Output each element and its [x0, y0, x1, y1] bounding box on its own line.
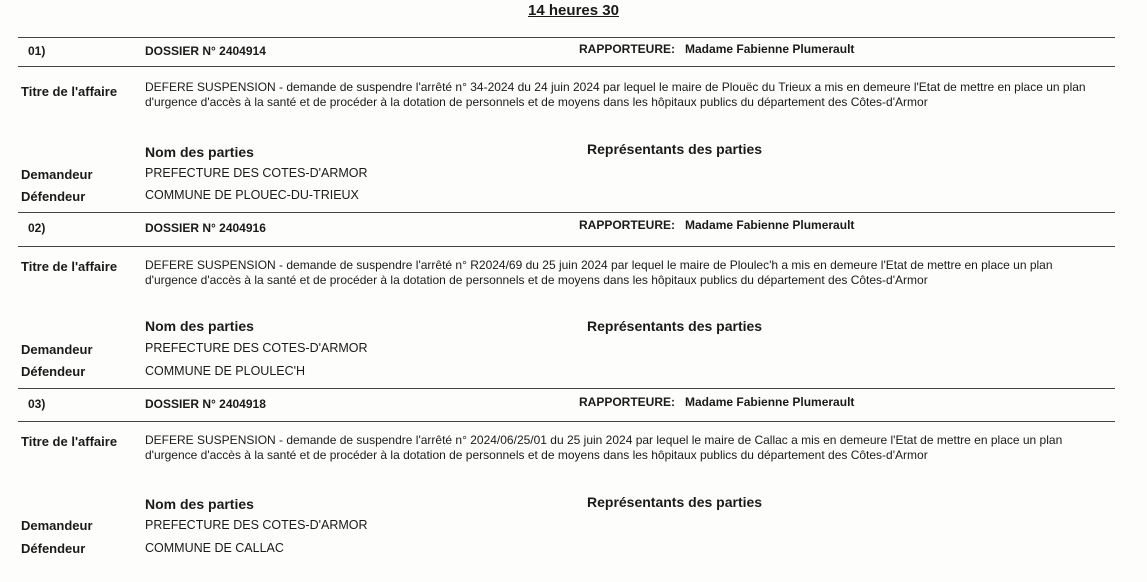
- rapporteure-label: RAPPORTEURE:: [579, 42, 676, 56]
- rapporteure-name: Madame Fabienne Plumerault: [685, 218, 855, 232]
- rapporteure: [579, 218, 854, 232]
- rapporteure-label: RAPPORTEURE:: [579, 218, 676, 232]
- representants-heading: Représentants des parties: [587, 141, 763, 157]
- nom-parties-heading: Nom des parties: [145, 144, 254, 160]
- rapporteure: [579, 395, 854, 409]
- dossier-number: DOSSIER N° 2404914: [145, 44, 266, 58]
- titre-affaire: DEFERE SUSPENSION - demande de suspendre l'arrêté n° 34-2024 du 24 juin 2024 par lequel le maire de Plouëc du Trieux a mis en demeure l'Etat de mettre en place un plan d'urgence d'accès à la santé et de procéder à la dotation de personnels et de moyens dans les hôpitaux publics du département des Côtes-d'Armor: [145, 80, 1086, 109]
- entry-number: 01): [28, 44, 46, 58]
- representants-heading: Représentants des parties: [587, 494, 763, 510]
- session-time: 14 heures 30: [528, 2, 619, 19]
- representants-heading: Représentants des parties: [587, 318, 763, 334]
- rapporteure-label: RAPPORTEURE:: [579, 395, 676, 409]
- defendeur-name: COMMUNE DE PLOULEC'H: [145, 364, 306, 378]
- divider: [18, 388, 1115, 389]
- demandeur-label: Demandeur: [21, 342, 93, 357]
- rapporteure-name: Madame Fabienne Plumerault: [685, 395, 855, 409]
- divider: [18, 37, 1115, 38]
- defendeur-label: Défendeur: [21, 541, 86, 556]
- dossier-number: DOSSIER N° 2404918: [145, 397, 266, 411]
- rapporteure-name: Madame Fabienne Plumerault: [685, 42, 855, 56]
- titre-label: Titre de l'affaire: [21, 259, 118, 274]
- demandeur-label: Demandeur: [21, 167, 93, 182]
- defendeur-label: Défendeur: [21, 364, 86, 379]
- defendeur-name: COMMUNE DE PLOUEC-DU-TRIEUX: [145, 188, 359, 202]
- dossier-number: DOSSIER N° 2404916: [145, 221, 266, 235]
- defendeur-label: Défendeur: [21, 189, 86, 204]
- nom-parties-heading: Nom des parties: [145, 318, 254, 334]
- divider: [18, 246, 1115, 247]
- titre-affaire: DEFERE SUSPENSION - demande de suspendre l'arrêté n° R2024/69 du 25 juin 2024 par lequel le maire de Ploulec'h a mis en demeure l'Etat de mettre en place un plan d'urgence d'accès à la santé et de procéder à la dotation de personnels et de moyens dans les hôpitaux publics du département des Côtes-d'Armor: [145, 258, 1053, 287]
- demandeur-name: PREFECTURE DES COTES-D'ARMOR: [145, 166, 368, 180]
- defendeur-name: COMMUNE DE CALLAC: [145, 541, 284, 555]
- divider: [18, 212, 1115, 213]
- titre-label: Titre de l'affaire: [21, 84, 118, 99]
- nom-parties-heading: Nom des parties: [145, 496, 254, 512]
- entry-number: 03): [28, 397, 46, 411]
- titre-affaire: DEFERE SUSPENSION - demande de suspendre l'arrêté n° 2024/06/25/01 du 25 juin 2024 par lequel le maire de Callac a mis en demeure l'Etat de mettre en place un plan d'urgence d'accès à la santé et de procéder à la dotation de personnels et de moyens dans les hôpitaux publics du département des Côtes-d'Armor: [145, 433, 1063, 462]
- demandeur-name: PREFECTURE DES COTES-D'ARMOR: [145, 518, 368, 532]
- rapporteure: [579, 42, 854, 56]
- demandeur-name: PREFECTURE DES COTES-D'ARMOR: [145, 341, 368, 355]
- divider: [18, 421, 1115, 422]
- divider: [18, 66, 1115, 67]
- entry-number: 02): [28, 221, 46, 235]
- titre-label: Titre de l'affaire: [21, 434, 118, 449]
- demandeur-label: Demandeur: [21, 518, 93, 533]
